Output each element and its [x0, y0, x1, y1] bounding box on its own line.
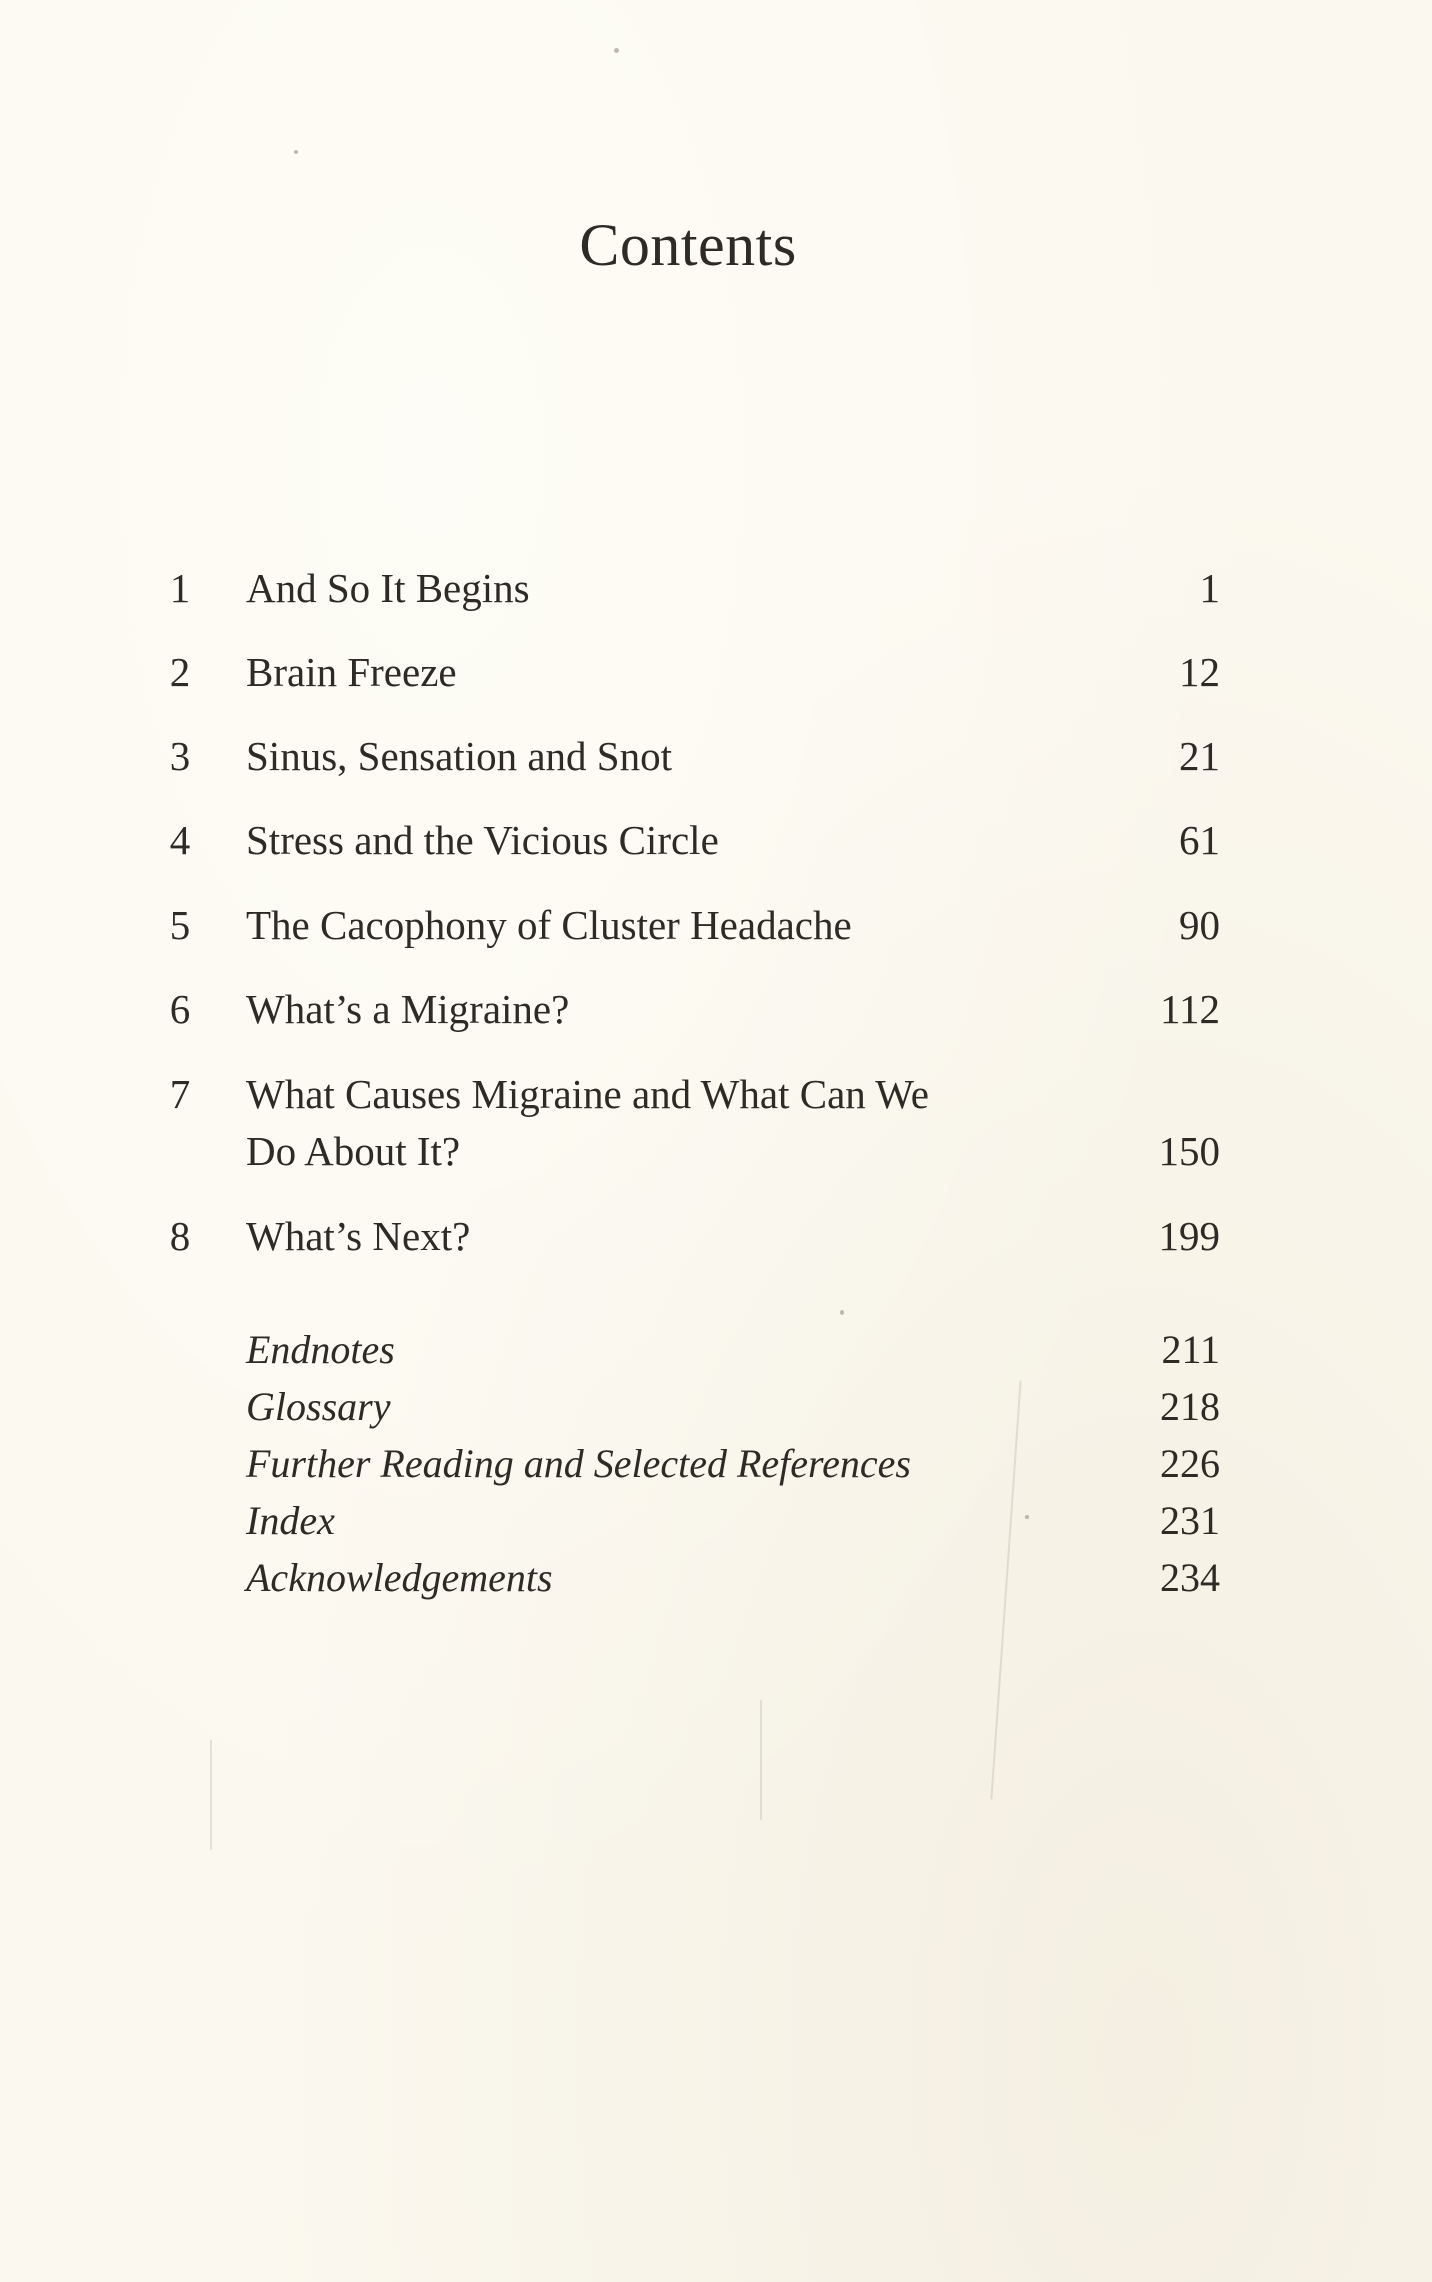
paper-scratch — [760, 1700, 762, 1820]
chapter-title: What’s a Migraine? — [246, 986, 570, 1032]
back-matter-title: Further Reading and Selected References — [246, 1441, 911, 1486]
toc-entry-chapter-8 — [160, 1208, 1220, 1265]
page-title: Contents — [579, 212, 797, 278]
paper-speck — [294, 150, 298, 154]
chapter-title: The Cacophony of Cluster Headache — [246, 902, 852, 948]
chapter-number: 8 — [169, 1213, 191, 1259]
chapter-number: 3 — [169, 733, 191, 779]
chapter-number: 2 — [169, 649, 191, 695]
page-number: 112 — [1160, 986, 1220, 1032]
chapter-number: 7 — [169, 1071, 191, 1117]
toc-entry-acknowledgements — [160, 1549, 1220, 1606]
chapter-title: And So It Begins — [246, 565, 530, 611]
page-number: 61 — [1179, 817, 1220, 863]
back-matter-title: Endnotes — [246, 1327, 395, 1372]
page-number: 211 — [1161, 1327, 1220, 1372]
toc-entry-chapter-2 — [160, 644, 1220, 701]
chapter-title: Sinus, Sensation and Snot — [246, 733, 672, 779]
page-number: 90 — [1179, 902, 1220, 948]
chapter-number: 1 — [169, 565, 191, 611]
chapter-title: Brain Freeze — [246, 649, 457, 695]
toc-entry-chapter-1 — [160, 560, 1220, 617]
back-matter-title: Acknowledgements — [246, 1555, 553, 1600]
paper-scratch — [210, 1740, 212, 1850]
page-number: 218 — [1160, 1384, 1220, 1429]
chapter-title: What Causes Migraine and What Can We Do About It? — [246, 1071, 929, 1174]
chapter-title: Stress and the Vicious Circle — [246, 817, 719, 863]
paper-speck — [614, 48, 619, 53]
chapter-number: 5 — [169, 902, 191, 948]
toc-entry-endnotes — [160, 1321, 1220, 1378]
back-matter-title: Glossary — [246, 1384, 391, 1429]
page-number: 234 — [1160, 1555, 1220, 1600]
chapter-number: 4 — [169, 817, 191, 863]
page-number: 1 — [1199, 565, 1220, 611]
toc-entry-chapter-6 — [160, 981, 1220, 1038]
chapter-title: What’s Next? — [246, 1213, 471, 1259]
toc-entry-index — [160, 1492, 1220, 1549]
paper-speck — [840, 1310, 844, 1315]
page-number: 150 — [1158, 1128, 1220, 1174]
toc-entry-chapter-5 — [160, 897, 1220, 954]
page-number: 199 — [1158, 1213, 1220, 1259]
page-number: 21 — [1179, 733, 1220, 779]
toc-entry-further-reading — [160, 1435, 1220, 1492]
back-matter-title: Index — [246, 1498, 335, 1543]
page-number: 231 — [1160, 1498, 1220, 1543]
toc-entry-chapter-3 — [160, 728, 1220, 785]
toc-entry-glossary — [160, 1378, 1220, 1435]
chapter-number: 6 — [169, 986, 191, 1032]
page-number: 226 — [1160, 1441, 1220, 1486]
toc-entry-chapter-4 — [160, 812, 1220, 869]
page-number: 12 — [1179, 649, 1220, 695]
toc-entry-chapter-7 — [160, 1066, 1220, 1180]
